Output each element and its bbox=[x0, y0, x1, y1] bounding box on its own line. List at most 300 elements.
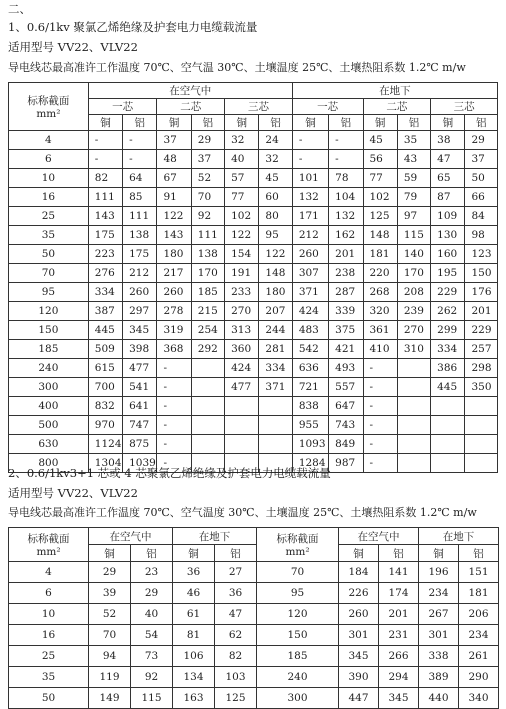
value-cell: 270 bbox=[225, 302, 259, 321]
value-cell: 641 bbox=[123, 397, 157, 416]
value-cell: 82 bbox=[215, 646, 257, 667]
material-header: 铝 bbox=[379, 545, 419, 562]
table-row bbox=[9, 264, 498, 283]
value-cell: 119 bbox=[89, 667, 131, 688]
value-cell: 387 bbox=[88, 302, 122, 321]
value-cell: 32 bbox=[259, 150, 292, 169]
material-header: 铜 bbox=[292, 115, 328, 131]
value-cell: 313 bbox=[225, 321, 259, 340]
value-cell: 125 bbox=[363, 207, 397, 226]
value-cell bbox=[465, 416, 498, 435]
value-cell bbox=[397, 435, 430, 454]
value-cell: 477 bbox=[225, 378, 259, 397]
value-cell: 875 bbox=[123, 435, 157, 454]
value-cell: 287 bbox=[329, 283, 363, 302]
value-cell: 66 bbox=[465, 188, 498, 207]
material-header: 铝 bbox=[191, 115, 224, 131]
value-cell: 78 bbox=[329, 169, 363, 188]
value-cell: 171 bbox=[292, 207, 328, 226]
value-cell: 276 bbox=[88, 264, 122, 283]
material-header: 铜 bbox=[431, 115, 465, 131]
value-cell: 338 bbox=[419, 646, 459, 667]
core-header: 一芯 bbox=[88, 99, 157, 115]
value-cell: 278 bbox=[157, 302, 191, 321]
value-cell: 132 bbox=[329, 207, 363, 226]
value-cell: 440 bbox=[419, 688, 459, 709]
value-cell: 50 bbox=[465, 169, 498, 188]
value-cell bbox=[431, 454, 465, 473]
table1-models: 适用型号 VV22、VLV22 bbox=[8, 40, 138, 54]
value-cell: 102 bbox=[225, 207, 259, 226]
value-cell: 721 bbox=[292, 378, 328, 397]
value-cell: 94 bbox=[89, 646, 131, 667]
value-cell: 175 bbox=[123, 245, 157, 264]
value-cell: 64 bbox=[123, 169, 157, 188]
value-cell: 307 bbox=[292, 264, 328, 283]
value-cell: 140 bbox=[397, 245, 430, 264]
value-cell: 95 bbox=[257, 583, 339, 604]
value-cell: 1124 bbox=[88, 435, 122, 454]
material-header: 铜 bbox=[339, 545, 379, 562]
table-row bbox=[9, 359, 498, 378]
value-cell: 281 bbox=[259, 340, 292, 359]
material-header: 铝 bbox=[215, 545, 257, 562]
value-cell bbox=[465, 397, 498, 416]
value-cell: 838 bbox=[292, 397, 328, 416]
value-cell: 310 bbox=[397, 340, 430, 359]
value-cell: 1093 bbox=[292, 435, 328, 454]
material-header: 铝 bbox=[397, 115, 430, 131]
table-row bbox=[9, 188, 498, 207]
value-cell: 134 bbox=[173, 667, 215, 688]
value-cell: 52 bbox=[191, 169, 224, 188]
value-cell: 410 bbox=[363, 340, 397, 359]
value-cell bbox=[191, 397, 224, 416]
value-cell: - bbox=[88, 131, 122, 150]
value-cell: - bbox=[363, 454, 397, 473]
value-cell: 955 bbox=[292, 416, 328, 435]
value-cell: 832 bbox=[88, 397, 122, 416]
ampacity-table-2 bbox=[8, 527, 499, 709]
value-cell: 350 bbox=[465, 378, 498, 397]
material-header: 铜 bbox=[419, 545, 459, 562]
value-cell: 35 bbox=[397, 131, 430, 150]
value-cell: 79 bbox=[397, 188, 430, 207]
value-cell: 260 bbox=[157, 283, 191, 302]
area-unit: mm² bbox=[36, 546, 61, 558]
material-header: 铜 bbox=[89, 545, 131, 562]
value-cell: 206 bbox=[459, 604, 499, 625]
table-row bbox=[9, 604, 499, 625]
table-row bbox=[9, 245, 498, 264]
table-row bbox=[9, 667, 499, 688]
value-cell bbox=[191, 435, 224, 454]
value-cell: 54 bbox=[131, 625, 173, 646]
value-cell: 47 bbox=[431, 150, 465, 169]
value-cell: 24 bbox=[259, 131, 292, 150]
value-cell: 56 bbox=[363, 150, 397, 169]
area-cell: 70 bbox=[9, 264, 89, 283]
value-cell: 320 bbox=[363, 302, 397, 321]
area-header: 标称截面 bbox=[27, 95, 70, 107]
value-cell: 196 bbox=[419, 562, 459, 583]
value-cell: 371 bbox=[292, 283, 328, 302]
value-cell: 45 bbox=[259, 169, 292, 188]
table-row bbox=[9, 302, 498, 321]
table2-title: 2、0.6/1kv3+1 芯或 4 芯聚氯乙烯绝缘及护套电力电缆载流量 bbox=[8, 466, 331, 480]
value-cell bbox=[431, 416, 465, 435]
value-cell: 95 bbox=[259, 226, 292, 245]
value-cell bbox=[259, 416, 292, 435]
value-cell bbox=[259, 397, 292, 416]
value-cell: 70 bbox=[191, 188, 224, 207]
area-cell: 16 bbox=[9, 625, 89, 646]
value-cell: 445 bbox=[88, 321, 122, 340]
table-row bbox=[9, 625, 499, 646]
area-cell: 35 bbox=[9, 226, 89, 245]
area-cell: 4 bbox=[9, 131, 89, 150]
core-header: 二芯 bbox=[157, 99, 225, 115]
value-cell: 111 bbox=[191, 226, 224, 245]
value-cell: 987 bbox=[329, 454, 363, 473]
value-cell: 292 bbox=[191, 340, 224, 359]
value-cell: 85 bbox=[123, 188, 157, 207]
value-cell: 82 bbox=[88, 169, 122, 188]
area-cell: 120 bbox=[9, 302, 89, 321]
material-header: 铝 bbox=[259, 115, 292, 131]
air-header: 在空气中 bbox=[339, 528, 419, 545]
value-cell: 386 bbox=[431, 359, 465, 378]
core-header: 一芯 bbox=[292, 99, 363, 115]
value-cell: - bbox=[363, 359, 397, 378]
value-cell: 148 bbox=[363, 226, 397, 245]
value-cell: 212 bbox=[292, 226, 328, 245]
value-cell: 1304 bbox=[88, 454, 122, 473]
value-cell: 340 bbox=[459, 688, 499, 709]
area-header-cell bbox=[9, 83, 89, 131]
value-cell: 301 bbox=[419, 625, 459, 646]
value-cell: 160 bbox=[431, 245, 465, 264]
value-cell: 109 bbox=[431, 207, 465, 226]
value-cell: 77 bbox=[363, 169, 397, 188]
value-cell: - bbox=[292, 131, 328, 150]
area-cell: 150 bbox=[9, 321, 89, 340]
value-cell: 180 bbox=[157, 245, 191, 264]
area-header: 标称截面 bbox=[27, 533, 70, 545]
material-header: 铜 bbox=[173, 545, 215, 562]
value-cell: 345 bbox=[123, 321, 157, 340]
value-cell: 447 bbox=[339, 688, 379, 709]
table-row bbox=[9, 131, 498, 150]
area-cell: 400 bbox=[9, 397, 89, 416]
value-cell: 181 bbox=[363, 245, 397, 264]
value-cell: 60 bbox=[259, 188, 292, 207]
value-cell: 260 bbox=[339, 604, 379, 625]
area-cell: 25 bbox=[9, 207, 89, 226]
value-cell: 81 bbox=[173, 625, 215, 646]
value-cell: 191 bbox=[225, 264, 259, 283]
value-cell: 59 bbox=[397, 169, 430, 188]
value-cell: 509 bbox=[88, 340, 122, 359]
table-row bbox=[9, 283, 498, 302]
value-cell bbox=[431, 435, 465, 454]
value-cell: 122 bbox=[157, 207, 191, 226]
value-cell: 424 bbox=[292, 302, 328, 321]
value-cell: 40 bbox=[131, 604, 173, 625]
table2-conditions: 导电线芯最高准许工作温度 70℃、空气温度 30℃、土壤温度 25℃、土壤热阻系数 1.2℃ m/w bbox=[8, 506, 477, 519]
table-row bbox=[9, 169, 498, 188]
value-cell: - bbox=[363, 435, 397, 454]
value-cell: 61 bbox=[173, 604, 215, 625]
value-cell: 77 bbox=[225, 188, 259, 207]
value-cell: 65 bbox=[431, 169, 465, 188]
area-cell: 6 bbox=[9, 150, 89, 169]
core-header: 三芯 bbox=[431, 99, 498, 115]
value-cell: 125 bbox=[215, 688, 257, 709]
value-cell: 154 bbox=[225, 245, 259, 264]
value-cell: 421 bbox=[329, 340, 363, 359]
value-cell: - bbox=[157, 416, 191, 435]
value-cell: 212 bbox=[123, 264, 157, 283]
value-cell: 226 bbox=[339, 583, 379, 604]
table-row bbox=[9, 688, 499, 709]
value-cell: 223 bbox=[88, 245, 122, 264]
value-cell: 345 bbox=[339, 646, 379, 667]
value-cell: 23 bbox=[131, 562, 173, 583]
area-cell: 4 bbox=[9, 562, 89, 583]
value-cell: 36 bbox=[173, 562, 215, 583]
value-cell: 163 bbox=[173, 688, 215, 709]
value-cell: 115 bbox=[397, 226, 430, 245]
value-cell: 233 bbox=[225, 283, 259, 302]
air-header: 在空气中 bbox=[89, 528, 173, 545]
value-cell: 103 bbox=[215, 667, 257, 688]
area-unit: mm² bbox=[285, 546, 310, 558]
value-cell: - bbox=[157, 378, 191, 397]
value-cell: 319 bbox=[157, 321, 191, 340]
value-cell: 368 bbox=[157, 340, 191, 359]
value-cell: 647 bbox=[329, 397, 363, 416]
value-cell: 334 bbox=[88, 283, 122, 302]
value-cell: 270 bbox=[397, 321, 430, 340]
value-cell: 201 bbox=[465, 302, 498, 321]
value-cell: - bbox=[292, 150, 328, 169]
area-cell: 35 bbox=[9, 667, 89, 688]
value-cell: 207 bbox=[259, 302, 292, 321]
area-cell: 16 bbox=[9, 188, 89, 207]
area-cell: 50 bbox=[9, 245, 89, 264]
area-header-cell bbox=[257, 528, 339, 562]
value-cell: 170 bbox=[397, 264, 430, 283]
material-header: 铜 bbox=[157, 115, 191, 131]
value-cell: 29 bbox=[131, 583, 173, 604]
value-cell: 229 bbox=[431, 283, 465, 302]
value-cell: 47 bbox=[215, 604, 257, 625]
value-cell: 260 bbox=[292, 245, 328, 264]
area-cell: 240 bbox=[9, 359, 89, 378]
table2-body bbox=[9, 528, 499, 709]
value-cell: 138 bbox=[123, 226, 157, 245]
value-cell: 29 bbox=[89, 562, 131, 583]
value-cell: 542 bbox=[292, 340, 328, 359]
ground-header: 在地下 bbox=[292, 83, 497, 99]
value-cell: 267 bbox=[419, 604, 459, 625]
value-cell: 91 bbox=[157, 188, 191, 207]
value-cell: 176 bbox=[465, 283, 498, 302]
value-cell: 424 bbox=[225, 359, 259, 378]
value-cell: 298 bbox=[465, 359, 498, 378]
table2-models: 适用型号 VV22、VLV22 bbox=[8, 486, 138, 500]
material-header: 铜 bbox=[88, 115, 122, 131]
section-heading: 二、 bbox=[8, 2, 31, 16]
value-cell bbox=[465, 454, 498, 473]
table-row bbox=[9, 378, 498, 397]
value-cell: 299 bbox=[431, 321, 465, 340]
value-cell: 175 bbox=[88, 226, 122, 245]
value-cell bbox=[259, 435, 292, 454]
value-cell: 37 bbox=[191, 150, 224, 169]
value-cell: 122 bbox=[259, 245, 292, 264]
value-cell bbox=[397, 397, 430, 416]
value-cell: 40 bbox=[225, 150, 259, 169]
value-cell: 240 bbox=[257, 667, 339, 688]
value-cell: 339 bbox=[329, 302, 363, 321]
value-cell: 361 bbox=[363, 321, 397, 340]
value-cell: 220 bbox=[363, 264, 397, 283]
core-header: 三芯 bbox=[225, 99, 293, 115]
value-cell: 334 bbox=[431, 340, 465, 359]
value-cell: 115 bbox=[131, 688, 173, 709]
value-cell: 557 bbox=[329, 378, 363, 397]
material-header: 铝 bbox=[329, 115, 363, 131]
value-cell: 39 bbox=[89, 583, 131, 604]
value-cell: 375 bbox=[329, 321, 363, 340]
value-cell: 151 bbox=[459, 562, 499, 583]
value-cell: 27 bbox=[215, 562, 257, 583]
value-cell: 84 bbox=[465, 207, 498, 226]
value-cell bbox=[397, 359, 430, 378]
value-cell: 849 bbox=[329, 435, 363, 454]
value-cell: - bbox=[157, 454, 191, 473]
value-cell: 150 bbox=[257, 625, 339, 646]
value-cell: 345 bbox=[379, 688, 419, 709]
ground-header: 在地下 bbox=[173, 528, 257, 545]
value-cell: 62 bbox=[215, 625, 257, 646]
value-cell: 184 bbox=[339, 562, 379, 583]
area-unit: mm² bbox=[36, 108, 61, 120]
table-row bbox=[9, 562, 499, 583]
value-cell bbox=[225, 397, 259, 416]
value-cell: - bbox=[88, 150, 122, 169]
value-cell: 143 bbox=[157, 226, 191, 245]
value-cell bbox=[191, 378, 224, 397]
value-cell: 541 bbox=[123, 378, 157, 397]
value-cell: 29 bbox=[465, 131, 498, 150]
value-cell: 57 bbox=[225, 169, 259, 188]
value-cell: 43 bbox=[397, 150, 430, 169]
area-cell: 95 bbox=[9, 283, 89, 302]
value-cell: - bbox=[123, 131, 157, 150]
value-cell: 111 bbox=[88, 188, 122, 207]
value-cell: 70 bbox=[257, 562, 339, 583]
value-cell: 234 bbox=[459, 625, 499, 646]
value-cell: 201 bbox=[329, 245, 363, 264]
value-cell: 300 bbox=[257, 688, 339, 709]
material-header: 铝 bbox=[123, 115, 157, 131]
value-cell: 130 bbox=[431, 226, 465, 245]
table-row bbox=[9, 646, 499, 667]
value-cell: 92 bbox=[191, 207, 224, 226]
value-cell: 238 bbox=[329, 264, 363, 283]
value-cell: 174 bbox=[379, 583, 419, 604]
table-row bbox=[9, 226, 498, 245]
value-cell: 700 bbox=[88, 378, 122, 397]
value-cell: 149 bbox=[89, 688, 131, 709]
value-cell: - bbox=[157, 435, 191, 454]
table-row bbox=[9, 321, 498, 340]
air-header: 在空气中 bbox=[88, 83, 292, 99]
table1-title: 1、0.6/1kv 聚氯乙烯绝缘及护套电力电缆载流量 bbox=[8, 20, 258, 34]
ampacity-table-1 bbox=[8, 82, 498, 473]
value-cell bbox=[191, 359, 224, 378]
value-cell: 483 bbox=[292, 321, 328, 340]
value-cell: 97 bbox=[397, 207, 430, 226]
value-cell: 390 bbox=[339, 667, 379, 688]
value-cell: 229 bbox=[465, 321, 498, 340]
area-cell: 300 bbox=[9, 378, 89, 397]
value-cell: 87 bbox=[431, 188, 465, 207]
value-cell: - bbox=[157, 359, 191, 378]
value-cell: 36 bbox=[215, 583, 257, 604]
value-cell: 38 bbox=[431, 131, 465, 150]
value-cell: - bbox=[123, 150, 157, 169]
value-cell bbox=[397, 416, 430, 435]
value-cell: - bbox=[157, 397, 191, 416]
value-cell: 162 bbox=[329, 226, 363, 245]
value-cell: 297 bbox=[123, 302, 157, 321]
value-cell: 244 bbox=[259, 321, 292, 340]
area-cell: 500 bbox=[9, 416, 89, 435]
value-cell: 138 bbox=[191, 245, 224, 264]
value-cell: 185 bbox=[191, 283, 224, 302]
value-cell: 1284 bbox=[292, 454, 328, 473]
table-row bbox=[9, 583, 499, 604]
value-cell: 254 bbox=[191, 321, 224, 340]
value-cell: 261 bbox=[459, 646, 499, 667]
value-cell bbox=[431, 397, 465, 416]
value-cell: 101 bbox=[292, 169, 328, 188]
value-cell: 45 bbox=[363, 131, 397, 150]
area-cell: 185 bbox=[9, 340, 89, 359]
value-cell bbox=[191, 416, 224, 435]
value-cell: 615 bbox=[88, 359, 122, 378]
value-cell: 371 bbox=[259, 378, 292, 397]
value-cell: 185 bbox=[257, 646, 339, 667]
value-cell: 29 bbox=[191, 131, 224, 150]
value-cell: - bbox=[363, 378, 397, 397]
value-cell: 290 bbox=[459, 667, 499, 688]
area-cell: 50 bbox=[9, 688, 89, 709]
value-cell: 181 bbox=[459, 583, 499, 604]
value-cell: - bbox=[329, 131, 363, 150]
value-cell: 32 bbox=[225, 131, 259, 150]
value-cell: 215 bbox=[191, 302, 224, 321]
table-row bbox=[9, 435, 498, 454]
ground-header: 在地下 bbox=[419, 528, 499, 545]
value-cell: 37 bbox=[465, 150, 498, 169]
table-row bbox=[9, 416, 498, 435]
value-cell: 217 bbox=[157, 264, 191, 283]
